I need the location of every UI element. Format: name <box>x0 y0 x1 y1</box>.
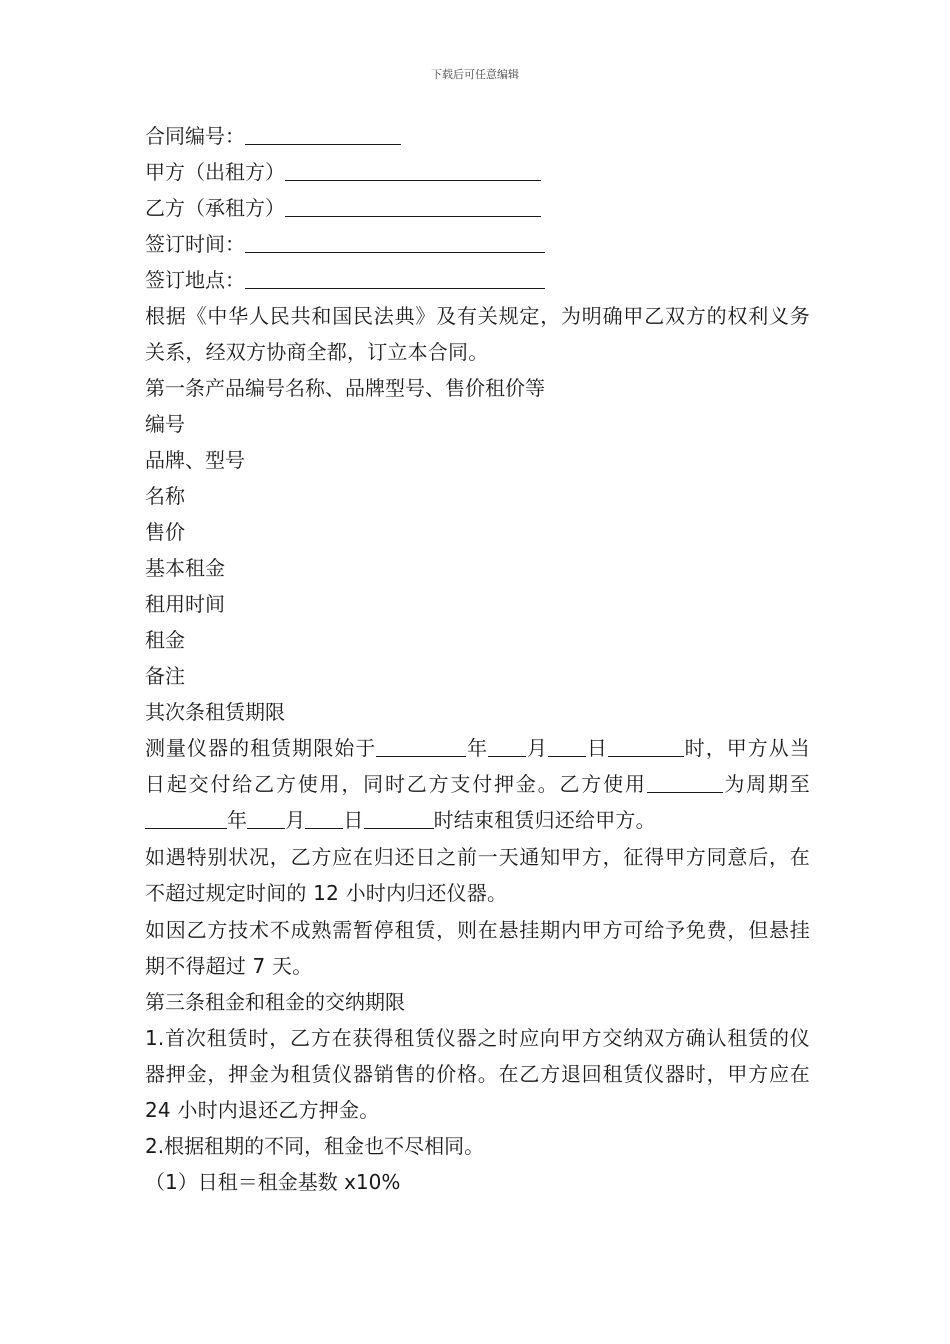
start-day-blank[interactable] <box>548 734 586 757</box>
sign-place-blank[interactable] <box>245 266 545 289</box>
sign-place-field <box>145 262 810 298</box>
article-1-title: 第一条产品编号名称、品牌型号、售价租价等 <box>145 376 545 400</box>
article-1-item: 名称 <box>145 484 185 508</box>
deposit-paragraph: 1.首次租赁时，乙方在获得租赁仪器之时应向甲方交纳双方确认租赁的仪器押金，押金为租赁仪器销售的价格。在乙方退回租赁仪器时，甲方应在 24 小时内退还乙方押金。 <box>145 1026 810 1122</box>
contract-number-field <box>145 118 810 154</box>
article-1-item: 品牌、型号 <box>145 448 245 472</box>
article-1-item: 租用时间 <box>145 592 225 616</box>
page-header-note: 下载后可任意编辑 <box>431 68 519 81</box>
start-year-blank[interactable] <box>376 734 466 757</box>
article-1-item: 售价 <box>145 520 185 544</box>
special-situation-paragraph: 如遇特别状况，乙方应在归还日之前一天通知甲方，征得甲方同意后，在不超过规定时间的 12 小时内归还仪器。 <box>145 845 810 905</box>
end-month-blank[interactable] <box>247 806 285 829</box>
intro-paragraph: 根据《中华人民共和国民法典》及有关规定，为明确甲乙双方的权利义务关系，经双方协商全都，订立本合同。 <box>145 304 810 364</box>
rent-varies-paragraph: 2.根据租期的不同，租金也不尽相同。 <box>145 1134 485 1158</box>
period-until-text: 为周期至 <box>722 772 810 796</box>
lease-end-text: 时结束租赁归还给甲方。 <box>433 808 656 832</box>
lease-start-text: 测量仪器的租赁期限始于 <box>145 736 377 760</box>
party-b-label: 乙方（承租方） <box>145 196 285 220</box>
article-1-item: 租金 <box>145 628 185 652</box>
article-1-item: 基本租金 <box>145 556 225 580</box>
day-label: 日 <box>343 808 364 832</box>
month-label: 月 <box>526 736 548 760</box>
daily-rent-formula: （1）日租＝租金基数 x10% <box>145 1170 401 1194</box>
end-hour-blank[interactable] <box>364 806 434 829</box>
article-1-item: 备注 <box>145 664 185 688</box>
contract-number-blank[interactable] <box>245 122 401 145</box>
article-3-title: 第三条租金和租金的交纳期限 <box>145 990 405 1014</box>
document-body <box>145 118 810 1200</box>
party-a-label: 甲方（出租方） <box>145 160 285 184</box>
day-label: 日 <box>586 736 608 760</box>
year-label: 年 <box>466 736 489 760</box>
month-label: 月 <box>285 808 306 832</box>
article-2-title: 其次条租赁期限 <box>145 700 285 724</box>
suspension-paragraph: 如因乙方技术不成熟需暂停租赁，则在悬挂期内甲方可给予免费，但悬挂期不得超过 7 天。 <box>145 918 810 978</box>
period-blank[interactable] <box>647 770 723 793</box>
lease-period-paragraph <box>145 730 810 838</box>
end-day-blank[interactable] <box>305 806 343 829</box>
sign-time-label: 签订时间： <box>145 232 245 256</box>
lease-delivery-text: 时，甲方从当日起交付给乙方使用，同时乙方支付押金。乙方使用 <box>145 736 811 796</box>
party-a-blank[interactable] <box>285 158 541 181</box>
party-b-blank[interactable] <box>285 194 541 217</box>
party-b-field <box>145 190 810 226</box>
sign-time-blank[interactable] <box>245 230 545 253</box>
contract-number-label: 合同编号： <box>145 124 245 148</box>
start-hour-blank[interactable] <box>608 734 684 757</box>
end-year-blank[interactable] <box>145 806 227 829</box>
year-label: 年 <box>227 808 248 832</box>
party-a-field <box>145 154 810 190</box>
sign-time-field <box>145 226 810 262</box>
sign-place-label: 签订地点： <box>145 268 245 292</box>
start-month-blank[interactable] <box>488 734 526 757</box>
article-1-item: 编号 <box>145 412 185 436</box>
